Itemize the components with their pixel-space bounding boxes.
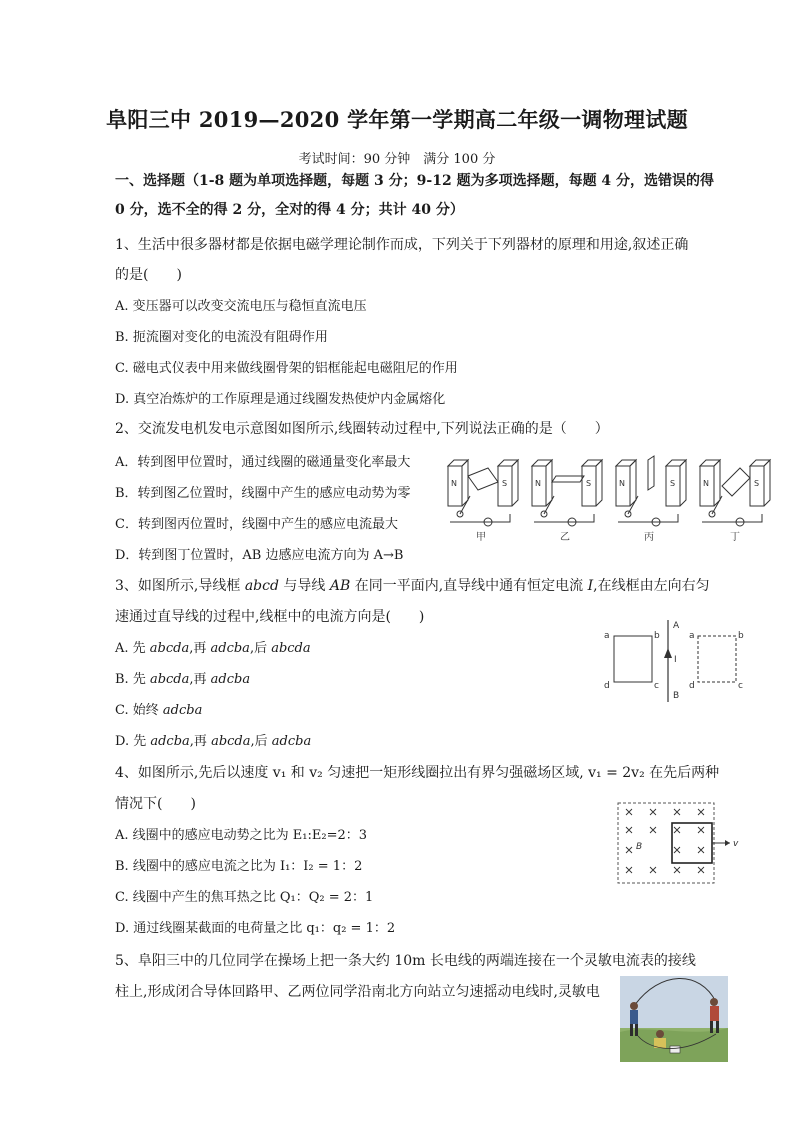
q2-option-d: D．转到图丁位置时，AB 边感应电流方向为 A→B [115, 548, 404, 563]
figure-label-jia: 甲 [476, 532, 486, 543]
current-arrow [664, 648, 672, 658]
q1-stem-line1: 1、生活中很多器材都是依据电磁学理论制作而成，下列关于下列器材的原理和用途,叙述正确 [115, 237, 689, 253]
q1-option-d: D. 真空冶炼炉的工作原理是通过线圈发热使炉内金属熔化 [115, 392, 446, 407]
q4-stem-line2: 情况下( ) [115, 796, 196, 812]
q1-option-c: C. 磁电式仪表中用来做线圈骨架的铝框能起电磁阻尼的作用 [115, 361, 458, 376]
svg-text:N: N [619, 479, 625, 488]
figure-label-bing: 丙 [644, 532, 654, 543]
q4-option-b: B. 线圈中的感应电流之比为 I₁：I₂ = 1：2 [115, 859, 363, 874]
section-heading-line2: 0 分，选不全的得 2 分，全对的得 4 分；共计 40 分） [115, 202, 464, 218]
figure-label-yi: 乙 [560, 532, 570, 543]
students-shaking-wire-illustration [620, 976, 728, 1062]
svg-text:S: S [670, 479, 676, 488]
section-heading-line1: 一、选择题（1-8 题为单项选择题，每题 3 分；9-12 题为多项选择题，每题 4 分，选错误的得 [115, 173, 715, 189]
galvanometer-icon [670, 1046, 680, 1053]
q3-option-d: D. 先 adcba,再 abcda,后 adcba [115, 734, 312, 749]
q2-option-c: C．转到图丙位置时，线圈中产生的感应电流最大 [115, 517, 398, 532]
q4-option-c: C. 线圈中产生的焦耳热之比 Q₁：Q₂ = 2：1 [115, 890, 374, 905]
frame-left [614, 636, 652, 682]
magnetic-field-diagram [612, 797, 742, 889]
q3-stem-line2: 速通过直导线的过程中,线框中的电流方向是( ) [115, 609, 425, 625]
svg-text:S: S [586, 479, 592, 488]
q5-stem-line1: 5、阜阳三中的几位同学在操场上把一条大约 10m 长电线的两端连接在一个灵敏电流表的接线 [115, 953, 696, 969]
svg-text:B: B [673, 691, 680, 701]
generator-unit-3 [616, 456, 686, 526]
q2-option-b: B．转到图乙位置时，线圈中产生的感应电动势为零 [115, 486, 411, 501]
exam-title: 阜阳三中 2019—2020 学年第一学期高二年级一调物理试题 [106, 107, 688, 132]
q3-option-c: C. 始终 adcba [115, 703, 203, 718]
svg-text:N: N [703, 479, 709, 488]
generator-unit-1 [448, 460, 518, 526]
generator-unit-4 [700, 460, 770, 526]
generator-diagram [440, 452, 780, 544]
svg-text:A: A [673, 621, 680, 631]
svg-text:S: S [502, 479, 508, 488]
q4-option-d: D. 通过线圈某截面的电荷量之比 q₁：q₂ = 1：2 [115, 921, 396, 936]
exam-info: 考试时间：90 分钟 满分 100 分 [298, 152, 496, 167]
svg-text:b: b [738, 631, 744, 641]
q1-option-a: A. 变压器可以改变交流电压与稳恒直流电压 [115, 299, 367, 314]
generator-unit-2 [532, 460, 602, 526]
q1-option-b: B. 扼流圈对变化的电流没有阻碍作用 [115, 330, 328, 345]
q3-stem-line1: 3、如图所示,导线框 abcd 与导线 AB 在同一平面内,直导线中通有恒定电流 I,在线框由左向右匀 [115, 578, 710, 594]
q2-option-a: A．转到图甲位置时，通过线圈的磁通量变化率最大 [115, 455, 411, 470]
q1-stem-line2: 的是( ) [115, 267, 182, 283]
svg-text:N: N [535, 479, 541, 488]
svg-text:I: I [674, 655, 677, 665]
q4-stem-line1: 4、如图所示,先后以速度 v₁ 和 v₂ 匀速把一矩形线圈拉出有界匀强磁场区域, v₁ = 2v₂ 在先后两种 [115, 765, 720, 781]
svg-text:N: N [451, 479, 457, 488]
wire-frame-diagram [596, 614, 746, 706]
q4-option-a: A. 线圈中的感应电动势之比为 E₁:E₂=2：3 [115, 828, 368, 843]
svg-text:d: d [689, 681, 695, 691]
figure-label-ding: 丁 [730, 532, 740, 543]
q3-option-a: A. 先 abcda,再 adcba,后 abcda [115, 641, 311, 656]
q5-stem-line2: 柱上,形成闭合导体回路甲、乙两位同学沿南北方向站立匀速摇动电线时,灵敏电 [115, 984, 600, 1000]
svg-text:c: c [654, 681, 659, 691]
svg-text:a: a [604, 631, 610, 641]
svg-text:v: v [733, 839, 739, 849]
q3-option-b: B. 先 abcda,再 adcba [115, 672, 251, 687]
svg-text:b: b [654, 631, 660, 641]
svg-text:S: S [754, 479, 760, 488]
svg-text:B: B [636, 842, 643, 852]
svg-text:c: c [738, 681, 743, 691]
svg-text:d: d [604, 681, 610, 691]
svg-text:a: a [689, 631, 695, 641]
q2-stem: 2、交流发电机发电示意图如图所示,线圈转动过程中,下列说法正确的是（ ） [115, 421, 609, 437]
frame-right [698, 636, 736, 682]
